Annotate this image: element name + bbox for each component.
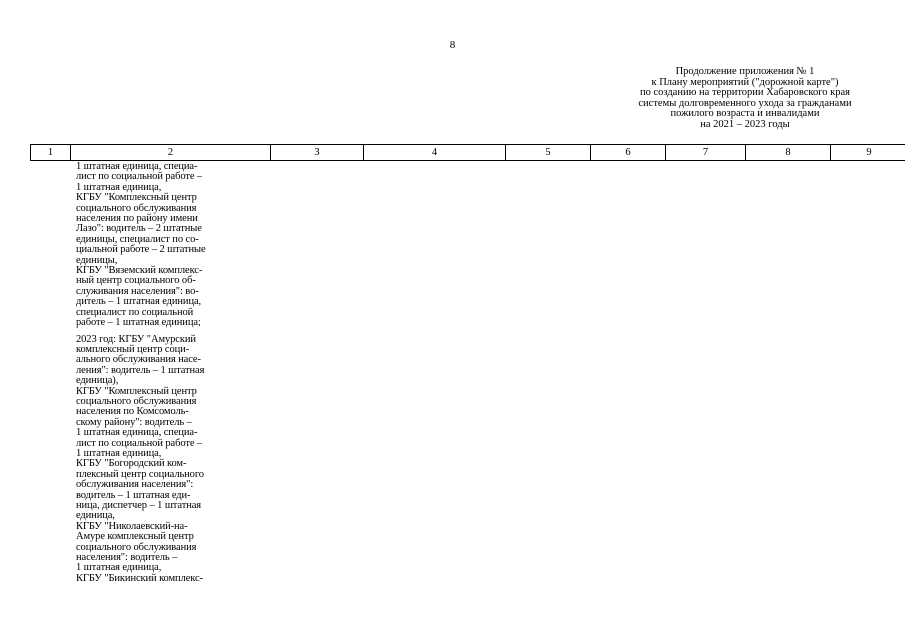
column-header: 2 bbox=[71, 145, 271, 161]
text-line: единицы, bbox=[76, 254, 118, 266]
text-line: единица), bbox=[76, 375, 119, 387]
column-header: 8 bbox=[746, 145, 831, 161]
text-line: 1 штатная единица, bbox=[76, 181, 162, 193]
text-line: 1 штатная единица, bbox=[76, 562, 162, 574]
text-line: социального обслуживания bbox=[76, 541, 197, 553]
column-header: 6 bbox=[591, 145, 666, 161]
text-line: 2023 год: КГБУ "Амурский bbox=[76, 333, 196, 345]
appendix-header-line: по созданию на территории Хабаровского края bbox=[639, 87, 851, 98]
text-line: 1 штатная единица, bbox=[76, 447, 162, 459]
paragraph-2022 bbox=[76, 162, 241, 329]
column-header: 5 bbox=[506, 145, 591, 161]
text-line: КГБУ "Вяземский комплекс- bbox=[76, 265, 203, 277]
text-line: ница, диспетчер – 1 штатная bbox=[76, 500, 202, 511]
text-line: КГБУ "Комплексный центр bbox=[76, 385, 197, 397]
text-line: ального обслуживания насе- bbox=[76, 354, 201, 366]
column-header: 1 bbox=[31, 145, 71, 161]
text-line: КГБУ "Бикинский комплекс- bbox=[76, 572, 203, 584]
text-line: обслуживания населения": bbox=[76, 479, 194, 491]
text-line: ный центр социального об- bbox=[76, 275, 196, 287]
text-line: ления": водитель – 1 штатная bbox=[76, 364, 205, 376]
text-line: социального обслуживания bbox=[76, 395, 197, 407]
text-line: служивания населения": во- bbox=[76, 285, 199, 297]
text-line: единица, bbox=[76, 510, 115, 522]
plan-table bbox=[30, 144, 905, 161]
column-header: 3 bbox=[271, 145, 364, 161]
column-header: 7 bbox=[666, 145, 746, 161]
text-line: КГБУ "Николаевский-на- bbox=[76, 520, 188, 532]
text-line: комплексный центр соци- bbox=[76, 343, 190, 355]
text-line: КГБУ "Комплексный центр bbox=[76, 192, 197, 204]
paragraph-2023 bbox=[76, 335, 241, 585]
appendix-header-line: пожилого возраста и инвалидами bbox=[670, 108, 820, 119]
text-line: лист по социальной работе – bbox=[76, 437, 203, 449]
appendix-header-line: к Плану мероприятий ("дорожной карте") bbox=[651, 76, 839, 88]
appendix-header-line: системы долговременного ухода за гражданами bbox=[638, 97, 852, 109]
text-line: 1 штатная единица, специа- bbox=[76, 427, 198, 439]
text-line: специалист по социальной bbox=[76, 306, 194, 318]
text-line: плексный центр социального bbox=[76, 468, 204, 480]
text-line: КГБУ "Богородский ком- bbox=[76, 458, 187, 470]
text-line: скому району": водитель – bbox=[76, 416, 192, 428]
text-line: социального обслуживания bbox=[76, 202, 197, 214]
text-line: лист по социальной работе – bbox=[76, 171, 203, 183]
text-line: циальной работе – 2 штатные bbox=[76, 244, 206, 256]
appendix-header bbox=[600, 67, 890, 130]
column-header: 9 bbox=[831, 145, 905, 161]
text-line: 1 штатная единица, специа- bbox=[76, 161, 198, 172]
text-line: работе – 1 штатная единица; bbox=[76, 317, 201, 329]
text-line: единицы, специалист по со- bbox=[76, 233, 199, 245]
column-header: 4 bbox=[364, 145, 506, 161]
column-2-text bbox=[76, 162, 241, 584]
text-line: водитель – 1 штатная еди- bbox=[76, 489, 191, 501]
page-number: 8 bbox=[449, 39, 456, 51]
text-line: населения по району имени bbox=[76, 213, 198, 225]
text-line: населения по Комсомоль- bbox=[76, 406, 189, 418]
text-line: Лазо": водитель – 2 штатные bbox=[76, 223, 202, 235]
text-line: дитель – 1 штатная единица, bbox=[76, 296, 202, 308]
table-header-row bbox=[31, 145, 905, 161]
appendix-header-line: Продолжение приложения № 1 bbox=[675, 66, 815, 77]
text-line: Амуре комплексный центр bbox=[76, 531, 194, 543]
appendix-header-line: на 2021 – 2023 годы bbox=[700, 118, 790, 130]
text-line: населения": водитель – bbox=[76, 552, 178, 564]
